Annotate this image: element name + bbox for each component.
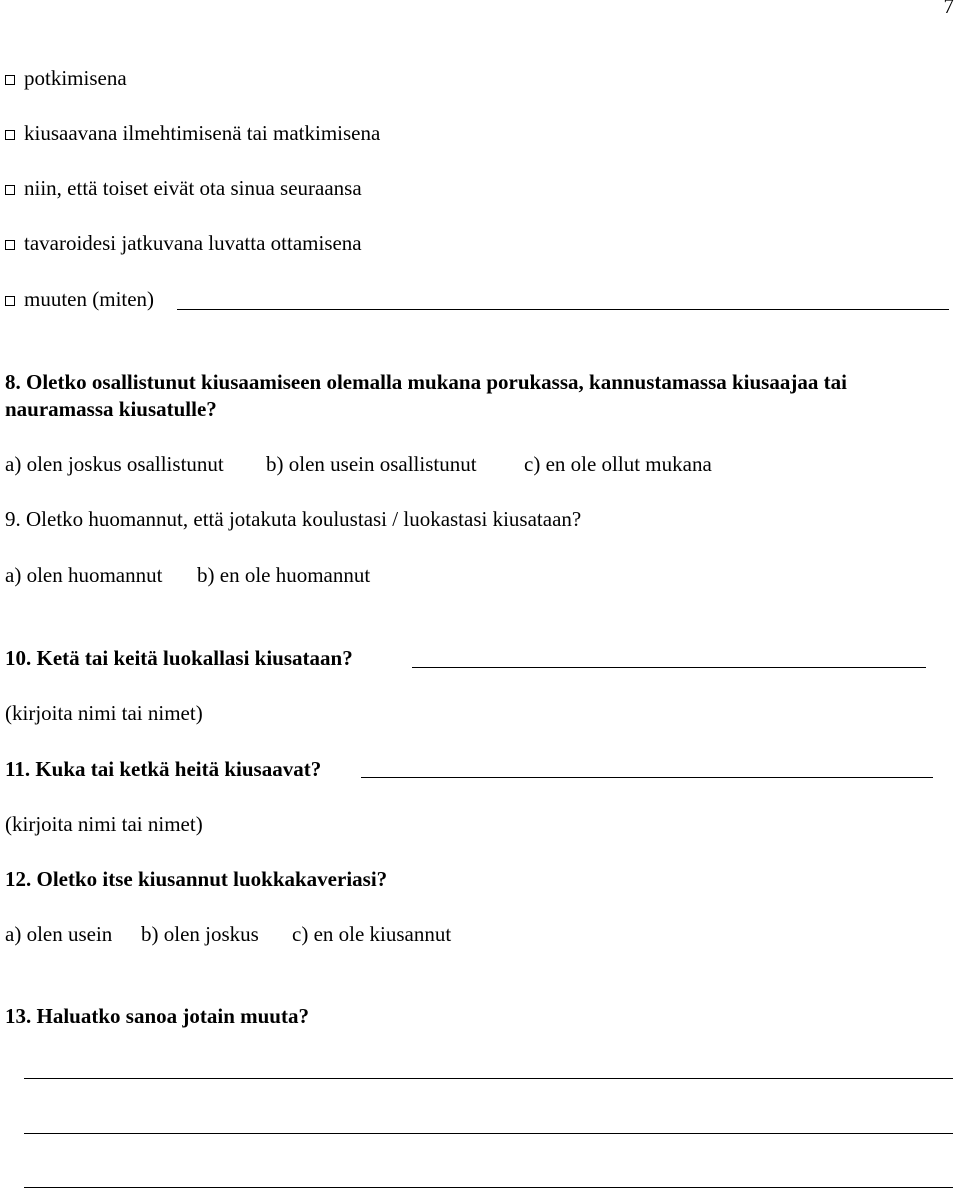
question-10-hint: (kirjoita nimi tai nimet) bbox=[5, 701, 203, 725]
option-exclusion[interactable] bbox=[5, 176, 362, 201]
option-mocking[interactable] bbox=[5, 121, 380, 146]
other-answer-line[interactable] bbox=[177, 309, 949, 310]
question-11: 11. Kuka tai ketkä heitä kiusaavat? bbox=[5, 757, 322, 781]
question-10-answer-line[interactable] bbox=[412, 667, 926, 668]
question-11-answer-line[interactable] bbox=[361, 777, 933, 778]
option-other[interactable] bbox=[5, 287, 154, 312]
option-label: potkimisena bbox=[24, 66, 127, 90]
question-9-answer-b[interactable]: b) en ole huomannut bbox=[197, 563, 371, 587]
question-12: 12. Oletko itse kiusannut luokkakaveriasi? bbox=[5, 867, 388, 891]
question-8-line-1: 8. Oletko osallistunut kiusaamiseen olemalla mukana porukassa, kannustamassa kiusaajaa tai bbox=[5, 370, 847, 394]
option-kicking[interactable] bbox=[5, 66, 127, 91]
question-12-answer-b[interactable]: b) olen joskus bbox=[141, 922, 259, 946]
question-8-answer-a[interactable]: a) olen joskus osallistunut bbox=[5, 452, 224, 476]
question-9: 9. Oletko huomannut, että jotakuta koulustasi / luokastasi kiusataan? bbox=[5, 507, 582, 531]
free-text-line-2[interactable] bbox=[24, 1133, 953, 1134]
option-label: niin, että toiset eivät ota sinua seuraansa bbox=[24, 176, 362, 200]
free-text-line-3[interactable] bbox=[24, 1187, 953, 1188]
question-10: 10. Ketä tai keitä luokallasi kiusataan? bbox=[5, 646, 353, 670]
question-8-answer-b[interactable]: b) olen usein osallistunut bbox=[266, 452, 477, 476]
question-11-hint: (kirjoita nimi tai nimet) bbox=[5, 812, 203, 836]
checkbox-icon[interactable] bbox=[5, 185, 15, 195]
question-8-line-2: nauramassa kiusatulle? bbox=[5, 397, 217, 421]
question-9-answer-a[interactable]: a) olen huomannut bbox=[5, 563, 163, 587]
option-label: muuten (miten) bbox=[24, 287, 155, 311]
question-12-answer-a[interactable]: a) olen usein bbox=[5, 922, 113, 946]
checkbox-icon[interactable] bbox=[5, 130, 15, 140]
question-13: 13. Haluatko sanoa jotain muuta? bbox=[5, 1004, 309, 1028]
checkbox-icon[interactable] bbox=[5, 240, 15, 250]
option-label: kiusaavana ilmehtimisenä tai matkimisena bbox=[24, 121, 381, 145]
option-label: tavaroidesi jatkuvana luvatta ottamisena bbox=[24, 231, 362, 255]
checkbox-icon[interactable] bbox=[5, 75, 15, 85]
question-12-answer-c[interactable]: c) en ole kiusannut bbox=[292, 922, 452, 946]
checkbox-icon[interactable] bbox=[5, 296, 15, 306]
page-number: 7 bbox=[943, 0, 954, 18]
question-8-answer-c[interactable]: c) en ole ollut mukana bbox=[524, 452, 712, 476]
free-text-line-1[interactable] bbox=[24, 1078, 953, 1079]
option-taking-belongings[interactable] bbox=[5, 231, 362, 256]
